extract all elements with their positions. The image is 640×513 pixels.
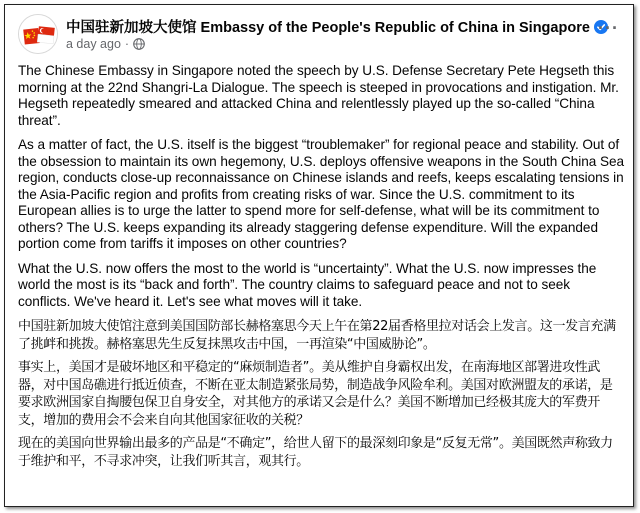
more-options-icon[interactable]: ···	[598, 18, 619, 38]
post-timestamp[interactable]: a day ago	[66, 37, 121, 51]
page-avatar[interactable]	[18, 14, 58, 54]
page-name-text[interactable]: 中国驻新加坡大使馆 Embassy of the People's Republic of China in Singapore	[66, 20, 590, 36]
post-paragraph-en-3: What the U.S. now offers the most to the world is “uncertainty”. What the U.S. now impresses the world the most is its “back and forth”. The country claims to safeguard peace and not to seek conflicts. We've heard it. Let's see what moves will it take.	[18, 260, 597, 309]
post-paragraph-en-2: As a matter of fact, the U.S. itself is the biggest “troublemaker” for regional peace and stability. Out of the obsession to maintain its own hegemony, U.S. deploys offensive weapons in the South China Sea region, conducts close-up reconnaissance on Chinese islands and reefs, keeps escalating tensions in the Asia-Pacific region and profits from creating risks of war. Since the U.S. commitment to its European allies is to urge the latter to spend more for self-defense, what will be its commitment to others? The U.S. keeps expanding its already staggering defense expenditure. Will the expanded portion come from tariffs it imposes on other countries?	[18, 137, 624, 251]
post-header	[5, 5, 633, 63]
post-card	[4, 4, 634, 507]
post-paragraph-en-1: The Chinese Embassy in Singapore noted the speech by U.S. Defense Secretary Pete Hegseth this morning at the 22nd Shangri-La Dialogue. The speech is steeped in provocations and instigation. Mr. Hegseth repeatedly smeared and attacked China and relentlessly played up the so-called “China threat”.	[18, 63, 619, 128]
post-body	[18, 63, 624, 476]
post-paragraph-zh-3: 现在的美国向世界输出最多的产品是“不确定”，给世人留下的最深刻印象是“反复无常”。美国既然声称致力于维护和平，不寻求冲突，让我们听其言，观其行。	[18, 436, 613, 469]
post-meta	[66, 37, 145, 51]
meta-separator: ·	[124, 37, 130, 51]
globe-icon[interactable]	[133, 38, 145, 50]
page-name[interactable]	[66, 16, 608, 37]
post-paragraph-zh-1: 中国驻新加坡大使馆注意到美国国防部长赫格塞思今天上午在第22届香格里拉对话会上发言。这一发言充满了挑衅和挑拨。赫格塞思先生反复抹黑攻击中国，一再渲染“中国威胁论”。	[18, 319, 616, 352]
post-paragraph-zh-2: 事实上，美国才是破坏地区和平稳定的“麻烦制造者”。美从维护自身霸权出发，在南海地区部署进攻性武器，对中国岛礁进行抵近侦查，不断在亚太制造紧张局势，制造战争风险牟利。美国对欧洲盟友的承诺，是要求欧洲国家自掏腰包保卫自身安全，对其他方的承诺又会是什么？美国不断增加已经极其庞大的军费开支，增加的费用会不会来自向其他国家征收的关税？	[18, 360, 613, 428]
flag-icon	[19, 15, 58, 54]
